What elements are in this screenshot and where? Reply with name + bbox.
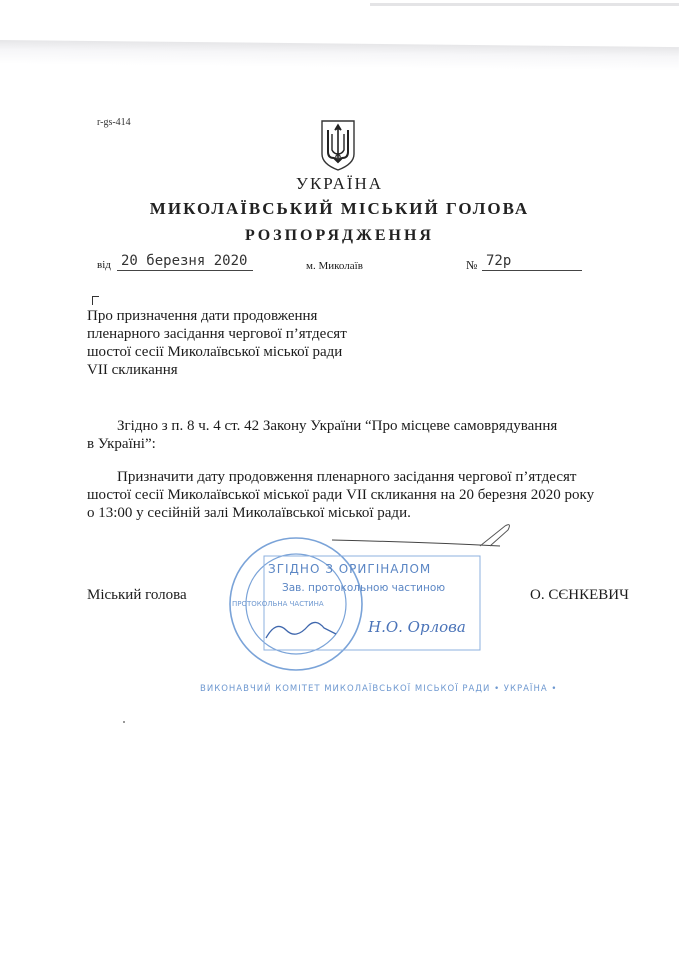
paragraph-line: шостої сесії Миколаївської міської ради VII скликання на 20 березня 2020 року [87, 487, 595, 503]
document-number: 72р [482, 252, 582, 271]
scan-edge-line [370, 3, 679, 6]
signatory-name: О. СЄНКЕВИЧ [530, 587, 629, 603]
authority-heading: МИКОЛАЇВСЬКИЙ МІСЬКИЙ ГОЛОВА [149, 199, 530, 218]
order-paragraph [87, 468, 597, 522]
coat-of-arms-icon [318, 118, 358, 173]
stamp-position-text: Зав. протокольною частиною [282, 582, 446, 594]
subject-corner-mark [92, 296, 99, 305]
signatory-title: Міський голова [87, 587, 187, 603]
subject-line: Про призначення дати продовження [87, 308, 318, 324]
paragraph-line: о 13:00 у сесійній залі Миколаївської міської ради. [87, 505, 411, 521]
subject-line: пленарного засідання чергової п’ятдесят [87, 326, 347, 342]
seal-ring-text: ВИКОНАВЧИЙ КОМІТЕТ МИКОЛАЇВСЬКОЇ МІСЬКОЇ РАДИ • УКРАЇНА • [200, 684, 558, 694]
document-date: 20 березня 2020 [117, 252, 253, 271]
scan-speck [123, 721, 125, 723]
seal-inner-text: ПРОТОКОЛЬНА ЧАСТИНА [232, 600, 324, 608]
paragraph-line: в Україні”: [87, 436, 156, 452]
number-prefix: № [466, 258, 478, 272]
stamp-certification-title: ЗГІДНО З ОРИГІНАЛОМ [268, 562, 432, 576]
date-number-row [0, 252, 679, 276]
legal-basis-paragraph [87, 417, 597, 453]
stamp-certifier-name: Н.О. Орлова [368, 618, 466, 636]
paragraph-line: Призначити дату продовження пленарного засідання чергової п’ятдесят [117, 469, 577, 485]
scan-edge-shadow [0, 40, 679, 71]
document-type-heading: РОЗПОРЯДЖЕННЯ [245, 227, 434, 244]
country-heading: УКРАЇНА [295, 174, 384, 193]
subject-line: VII скликання [87, 362, 178, 378]
document-code: r-gs-414 [97, 117, 131, 128]
date-prefix: від [97, 259, 111, 271]
document-subject [87, 307, 371, 379]
document-city: м. Миколаїв [306, 260, 363, 272]
paragraph-line: Згідно з п. 8 ч. 4 ст. 42 Закону України “Про місцеве самоврядування [117, 418, 558, 434]
subject-line: шостої сесії Миколаївської міської ради [87, 344, 343, 360]
